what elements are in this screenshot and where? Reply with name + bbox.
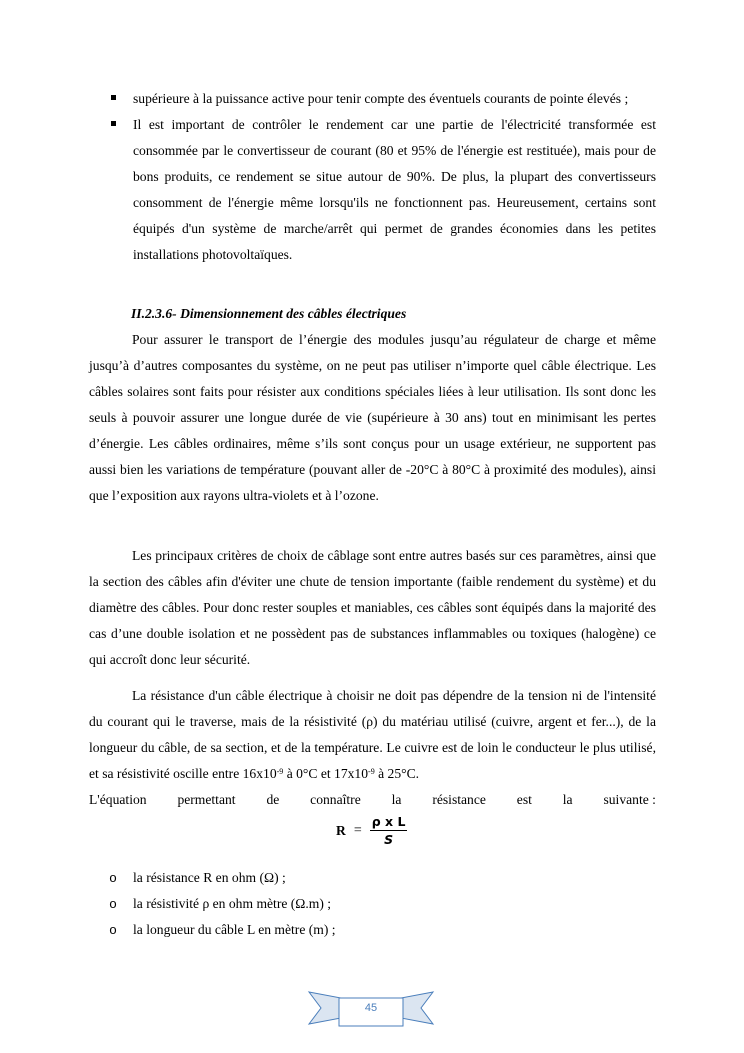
equation-intro-word: connaître <box>310 792 361 807</box>
list-item <box>108 865 656 891</box>
square-bullet-icon <box>111 95 116 100</box>
paragraph-cable-transport: Pour assurer le transport de l’énergie des modules jusqu’au régulateur de charge et même jusqu’à d’autres composantes du système, on ne peut pas utiliser n’importe quel câble électrique. Les câbles solaires sont faits pour résister aux conditions spéciales liées à leur utilisation. Ils sont donc les seuls à pouvoir assurer une longue durée de vie (supérieure à 30 ans) tout en minimisant les pertes d’énergie. Les câbles ordinaires, même s’ils sont conçus pour un usage extérieur, ne supportent pas aussi bien les variations de température (pouvant aller de -20°C à 80°C à proximité des modules), ainsi que l’exposition aux rayons ultra-violets et à l’ozone. <box>89 332 656 503</box>
square-bullet-icon <box>111 121 116 126</box>
formula-equals: = <box>353 822 362 838</box>
paragraph-cabling-criteria: Les principaux critères de choix de câblage sont entre autres basés sur ces paramètres, ainsi que la section des câbles afin d'éviter une chute de tension importante (faible rendement du système) et du diamètre des câbles. Pour donc rester souples et maniables, ces câbles sont équipés dans la majorité des cas d’une double isolation et ne possèdent pas de substances inflammables ou toxiques (halogène) ce qui accroît donc leur sécurité. <box>89 548 656 667</box>
bottom-bullet-list <box>108 865 656 943</box>
top-bullet-list <box>108 86 656 268</box>
circle-bullet-icon: o <box>109 922 117 937</box>
paragraph-cable-resistance <box>89 683 656 813</box>
paragraph-text: à 0°C et 17x10 <box>283 766 369 781</box>
circle-bullet-icon: o <box>109 870 117 885</box>
paragraph-text: La résistance d'un câble électrique à choisir ne doit pas dépendre de la tension ni de l'intensité du courant qui le traverse, mais de la résistivité (ρ) du matériau utilisé (cuivre, argent et fer...), de la longueur du câble, de sa section, et de la température. Le cuivre est de loin le conducteur le plus utilisé, et sa résistivité oscille entre 16x10 <box>89 688 656 781</box>
resistance-formula <box>336 814 407 847</box>
equation-intro-word: résistance <box>432 792 486 807</box>
section-heading: II.2.3.6- Dimensionnement des câbles électriques <box>131 306 407 321</box>
list-item <box>108 917 656 943</box>
exponent: -9 <box>276 767 284 776</box>
list-item <box>108 112 656 268</box>
circle-bullet-icon: o <box>109 896 117 911</box>
formula-numerator: ρ x L <box>371 814 406 829</box>
equation-intro-word: permettant <box>177 792 236 807</box>
exponent: -9 <box>368 767 375 776</box>
equation-intro-word: la <box>562 792 573 807</box>
equation-intro-word: L'équation <box>89 792 147 807</box>
list-item-text: la longueur du câble L en mètre (m) ; <box>133 922 336 937</box>
paragraph-text: à 25°C. <box>374 766 420 781</box>
formula-fraction <box>370 814 408 847</box>
page-number: 45 <box>364 1002 378 1014</box>
list-item-text: Il est important de contrôler le rendement car une partie de l'électricité transformée est consommée par le convertisseur de courant (80 et 95% de l'énergie est restituée), mais pour de bons produits, ce rendement se situe autour de 90%. De plus, la plupart des convertisseurs consomment de l'énergie même lorsqu'ils ne fonctionnent pas. Heureusement, certains sont équipés d'un système de marche/arrêt qui permet de grandes économies dans les petites installations photovoltaïques. <box>133 117 656 262</box>
list-item <box>108 891 656 917</box>
formula-lhs: R <box>336 822 346 838</box>
list-item <box>108 86 656 112</box>
list-item-text: la résistivité ρ en ohm mètre (Ω.m) ; <box>133 896 332 911</box>
equation-intro-line <box>89 787 656 813</box>
equation-intro-word: est <box>516 792 532 807</box>
equation-intro-word: de <box>266 792 280 807</box>
list-item-text: la résistance R en ohm (Ω) ; <box>133 870 286 885</box>
page-number-ribbon <box>307 988 435 1032</box>
equation-intro-word: suivante : <box>603 792 656 807</box>
equation-intro-word: la <box>391 792 402 807</box>
formula-denominator: S <box>384 832 394 847</box>
list-item-text: supérieure à la puissance active pour tenir compte des éventuels courants de pointe élevés ; <box>133 91 629 106</box>
